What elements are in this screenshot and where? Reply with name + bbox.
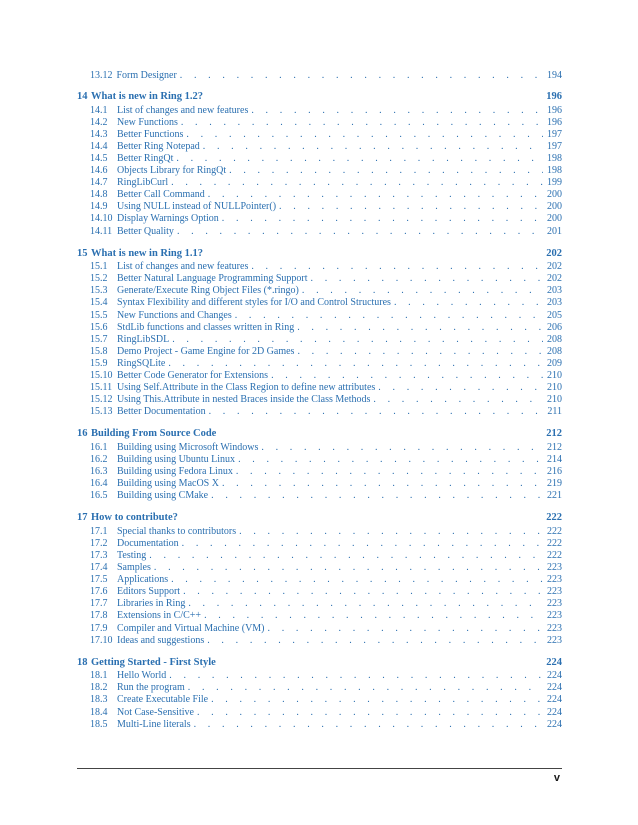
entry-number: 18.1 xyxy=(90,670,108,682)
toc-entry[interactable] xyxy=(77,623,562,635)
entry-title: Libraries in Ring xyxy=(117,598,186,610)
toc-entry[interactable] xyxy=(77,141,562,153)
entry-page: 202 xyxy=(547,261,562,273)
chapter-heading[interactable] xyxy=(77,512,562,525)
entry-title: Building using Fedora Linux xyxy=(117,466,233,478)
entry-number: 15.8 xyxy=(90,345,108,357)
entry-page: 203 xyxy=(547,297,562,309)
entry-page: 224 xyxy=(547,682,562,694)
toc-entry[interactable] xyxy=(77,466,562,478)
dot-leader xyxy=(188,682,543,694)
entry-title: Display Warnings Option xyxy=(117,213,219,225)
entry-title: Better Documentation xyxy=(117,406,206,418)
dot-leader xyxy=(203,141,543,153)
entry-title: New Functions and Changes xyxy=(117,309,232,321)
entry-number: 13.12 xyxy=(90,70,113,81)
dot-leader xyxy=(180,70,543,82)
entry-page: 196 xyxy=(547,104,562,116)
entry-title: Building using MacOS X xyxy=(117,478,219,490)
entry-page: 201 xyxy=(547,225,562,237)
toc-entry[interactable] xyxy=(77,454,562,466)
toc-entry[interactable] xyxy=(77,550,562,562)
toc-entry[interactable] xyxy=(77,273,562,285)
entry-number: 17.7 xyxy=(90,598,108,610)
entry-title: Demo Project - Game Engine for 2D Games xyxy=(117,345,295,357)
entry-number: 18.5 xyxy=(90,718,108,730)
dot-leader xyxy=(211,490,543,502)
entry-page: 210 xyxy=(547,369,562,381)
entry-number: 15.1 xyxy=(90,261,108,273)
dot-leader xyxy=(302,285,543,297)
toc-entry[interactable] xyxy=(77,189,562,201)
entry-page: 197 xyxy=(547,128,562,140)
entry-number: 14.5 xyxy=(90,152,108,164)
dot-leader xyxy=(204,610,543,622)
entry-title: Create Executable File xyxy=(117,694,209,706)
entry-number: 16.3 xyxy=(90,466,108,478)
entry-title: Run the program xyxy=(117,682,185,694)
entry-page: 197 xyxy=(547,140,562,152)
dot-leader xyxy=(194,719,543,731)
toc-entry[interactable] xyxy=(77,490,562,502)
toc-entry[interactable] xyxy=(77,261,562,273)
entry-number: 15.4 xyxy=(90,297,108,309)
entry-number: 17.4 xyxy=(90,562,108,574)
entry-page: 224 xyxy=(547,706,562,718)
entry-number: 14.4 xyxy=(90,140,108,152)
toc-entry[interactable] xyxy=(77,526,562,538)
dot-leader xyxy=(186,129,543,141)
entry-number: 17.6 xyxy=(90,586,108,598)
toc-entry[interactable] xyxy=(77,610,562,622)
dot-leader xyxy=(182,538,543,550)
entry-page: 200 xyxy=(547,189,562,201)
toc-entry[interactable] xyxy=(77,165,562,177)
entry-title: Syntax Flexibility and different styles for I/O and Control Structures xyxy=(117,297,391,309)
entry-page: 198 xyxy=(547,152,562,164)
entry-page: 206 xyxy=(547,321,562,333)
chapter-page: 212 xyxy=(546,428,562,440)
entry-title: Better Natural Language Programming Support xyxy=(117,273,308,285)
dot-leader xyxy=(373,394,543,406)
entry-title: Ideas and suggestions xyxy=(117,634,205,646)
entry-page: 224 xyxy=(547,670,562,682)
entry-number: 18.4 xyxy=(90,706,108,718)
toc-entry[interactable] xyxy=(77,562,562,574)
entry-title: Documentation xyxy=(117,537,179,549)
entry-page: 223 xyxy=(547,622,562,634)
chapter-number: 14 xyxy=(77,91,88,103)
dot-leader xyxy=(172,334,543,346)
entry-title: Testing xyxy=(117,550,147,561)
chapter-title: Building From Source Code xyxy=(91,428,217,440)
entry-number: 14.10 xyxy=(90,213,113,225)
dot-leader xyxy=(208,189,543,201)
entry-title: Building using Ubuntu Linux xyxy=(117,453,236,465)
dot-leader xyxy=(171,574,543,586)
entry-title: Better Functions xyxy=(117,128,184,140)
toc-entry[interactable] xyxy=(77,177,562,189)
entry-page: 222 xyxy=(547,525,562,537)
toc-entry[interactable] xyxy=(77,478,562,490)
entry-title: RingLibCurl xyxy=(117,177,169,189)
chapter-page: 222 xyxy=(546,512,562,524)
chapter-14 xyxy=(77,91,562,238)
chapter-page: 224 xyxy=(546,656,562,668)
entry-title: Samples xyxy=(117,562,151,574)
dot-leader xyxy=(171,177,543,189)
dot-leader xyxy=(378,382,543,394)
entry-title: List of changes and new features xyxy=(117,104,249,116)
entry-title: Building using CMake xyxy=(117,490,209,502)
entry-title: Generate/Execute Ring Object Files (*.ringo) xyxy=(117,285,299,297)
toc-entry[interactable] xyxy=(77,117,562,129)
entry-page: 223 xyxy=(547,586,562,598)
dot-leader xyxy=(238,454,543,466)
entry-number: 14.3 xyxy=(90,128,108,140)
dot-leader xyxy=(197,707,543,719)
page-number: v xyxy=(553,772,560,784)
chapter-number: 15 xyxy=(77,247,88,259)
chapter-heading[interactable] xyxy=(77,657,562,670)
dot-leader xyxy=(188,598,543,610)
entry-number: 14.7 xyxy=(90,177,108,189)
toc-entry[interactable] xyxy=(77,297,562,309)
chapter-heading[interactable] xyxy=(77,428,562,441)
footer-rule xyxy=(77,768,562,769)
entry-page: 210 xyxy=(547,394,562,406)
dot-leader xyxy=(211,694,543,706)
entry-number: 18.2 xyxy=(90,682,108,694)
entry-title: Better Call Command xyxy=(117,189,205,201)
entry-number: 17.10 xyxy=(90,634,113,646)
entry-page: 214 xyxy=(547,453,562,465)
entry-page: 223 xyxy=(547,634,562,646)
chapter-number: 16 xyxy=(77,428,88,440)
toc-entry[interactable] xyxy=(77,406,562,418)
toc-entry[interactable] xyxy=(77,226,562,238)
entry-number: 14.8 xyxy=(90,189,108,201)
entry-number: 17.9 xyxy=(90,622,108,634)
entry-title: Extensions in C/C++ xyxy=(117,610,202,622)
dot-leader xyxy=(207,635,543,647)
entry-page: 223 xyxy=(547,598,562,610)
entry-title: List of changes and new features xyxy=(117,261,249,273)
chapter-page: 196 xyxy=(546,91,562,103)
entry-page: 210 xyxy=(547,382,562,394)
entry-number: 16.2 xyxy=(90,453,108,465)
entry-number: 15.10 xyxy=(90,369,113,381)
entry-page: 202 xyxy=(547,273,562,285)
entry-page: 219 xyxy=(547,478,562,490)
chapter-number: 18 xyxy=(77,656,88,668)
entry-title: StdLib functions and classes written in Ring xyxy=(117,321,295,333)
toc-entry[interactable] xyxy=(77,153,562,165)
dot-leader xyxy=(236,466,543,478)
entry-number: 14.9 xyxy=(90,201,108,213)
entry-title: Multi-Line literals xyxy=(117,718,191,730)
entry-title: Form Designer xyxy=(116,70,177,81)
dot-leader xyxy=(177,226,543,238)
dot-leader xyxy=(168,358,543,370)
entry-page: 224 xyxy=(547,718,562,730)
chapter-title: What is new in Ring 1.2? xyxy=(91,91,204,103)
dot-leader xyxy=(229,165,543,177)
entry-number: 15.11 xyxy=(90,382,113,394)
entry-number: 16.4 xyxy=(90,478,108,490)
entry-number: 14.1 xyxy=(90,104,108,116)
entry-title: Compiler and Virtual Machine (VM) xyxy=(117,622,265,634)
entry-page: 223 xyxy=(547,610,562,622)
entry-number: 14.6 xyxy=(90,165,108,177)
dot-leader xyxy=(261,442,543,454)
entry-page: 199 xyxy=(547,177,562,189)
chapter-page: 202 xyxy=(546,247,562,259)
dot-leader xyxy=(394,297,543,309)
entry-title: New Functions xyxy=(117,116,178,128)
entry-page: 200 xyxy=(547,213,562,225)
entry-title: Better Ring Notepad xyxy=(117,140,200,152)
entry-number: 15.5 xyxy=(90,309,108,321)
entry-number: 18.3 xyxy=(90,694,108,706)
toc-entry[interactable] xyxy=(77,105,562,117)
chapter-title: How to contribute? xyxy=(91,512,178,524)
chapter-heading[interactable] xyxy=(77,248,562,261)
chapter-heading[interactable] xyxy=(77,91,562,104)
dot-leader xyxy=(239,526,543,538)
entry-page: 198 xyxy=(547,165,562,177)
chapter-15 xyxy=(77,248,562,419)
entry-number: 17.3 xyxy=(90,550,108,561)
entry-page: 209 xyxy=(547,357,562,369)
toc-entry[interactable] xyxy=(77,538,562,550)
toc-entry[interactable] xyxy=(77,370,562,382)
entry-number: 15.7 xyxy=(90,333,108,345)
toc-entry[interactable] xyxy=(77,285,562,297)
dot-leader xyxy=(181,117,543,129)
toc-entry[interactable] xyxy=(77,586,562,598)
entry-page: 200 xyxy=(547,201,562,213)
entry-title: Using Self.Attribute in the Class Region to define new attributes xyxy=(117,382,376,394)
toc-entry[interactable] xyxy=(77,310,562,322)
toc-entry[interactable] xyxy=(77,382,562,394)
toc-entry[interactable] xyxy=(77,670,562,682)
dot-leader xyxy=(169,670,543,682)
entry-page: 212 xyxy=(547,441,562,453)
toc-entry[interactable] xyxy=(77,694,562,706)
dot-leader xyxy=(251,105,543,117)
toc-entry[interactable] xyxy=(77,213,562,225)
entry-number: 17.1 xyxy=(90,525,108,537)
entry-page: 208 xyxy=(547,345,562,357)
entry-title: RingLibSDL xyxy=(117,333,170,345)
entry-title: Using This.Attribute in nested Braces inside the Class Methods xyxy=(117,394,371,406)
entry-title: Objects Library for RingQt xyxy=(117,165,227,177)
entry-page: 194 xyxy=(547,70,562,81)
dot-leader xyxy=(271,370,543,382)
dot-leader xyxy=(149,550,543,562)
toc-entry[interactable] xyxy=(77,707,562,719)
entry-page: 224 xyxy=(547,694,562,706)
entry-number: 15.9 xyxy=(90,357,108,369)
dot-leader xyxy=(154,562,543,574)
toc-entry[interactable] xyxy=(77,394,562,406)
entry-page: 222 xyxy=(547,550,562,561)
entry-title: Better Quality xyxy=(117,225,174,237)
dot-leader xyxy=(209,406,544,418)
chapter-16 xyxy=(77,428,562,502)
toc-entry[interactable] xyxy=(77,322,562,334)
dot-leader xyxy=(297,322,543,334)
dot-leader xyxy=(311,273,543,285)
dot-leader xyxy=(279,201,543,213)
entry-title: Better RingQt xyxy=(117,152,174,164)
entry-number: 14.2 xyxy=(90,116,108,128)
dot-leader xyxy=(297,346,543,358)
toc-entry-13-12[interactable] xyxy=(77,70,562,82)
toc-entry[interactable] xyxy=(77,129,562,141)
entry-number: 14.11 xyxy=(90,225,113,237)
toc-entry[interactable] xyxy=(77,442,562,454)
dot-leader xyxy=(176,153,543,165)
entry-page: 223 xyxy=(547,562,562,574)
dot-leader xyxy=(268,623,543,635)
chapter-17 xyxy=(77,512,562,646)
dot-leader xyxy=(251,261,543,273)
entry-title: Not Case-Sensitive xyxy=(117,706,194,718)
entry-page: 221 xyxy=(547,490,562,502)
entry-title: Applications xyxy=(117,574,169,586)
entry-number: 16.1 xyxy=(90,441,108,453)
dot-leader xyxy=(222,213,543,225)
entry-title: Using NULL instead of NULLPointer() xyxy=(117,201,277,213)
entry-title: Special thanks to contributors xyxy=(117,525,237,537)
entry-page: 216 xyxy=(547,466,562,478)
entry-number: 17.8 xyxy=(90,610,108,622)
chapter-title: Getting Started - First Style xyxy=(91,656,216,668)
entry-title: RingSQLite xyxy=(117,357,166,369)
entry-number: 15.3 xyxy=(90,285,108,297)
chapter-list xyxy=(77,91,562,731)
entry-number: 15.2 xyxy=(90,273,108,285)
toc-entry[interactable] xyxy=(77,682,562,694)
entry-title: Editors Support xyxy=(117,586,181,598)
entry-number: 15.13 xyxy=(90,406,113,418)
entry-number: 17.2 xyxy=(90,537,108,549)
entry-page: 196 xyxy=(547,116,562,128)
entry-page: 205 xyxy=(547,309,562,321)
dot-leader xyxy=(183,586,543,598)
entry-number: 17.5 xyxy=(90,574,108,586)
chapter-18 xyxy=(77,657,562,731)
dot-leader xyxy=(235,310,543,322)
dot-leader xyxy=(222,478,543,490)
entry-page: 223 xyxy=(547,574,562,586)
entry-page: 222 xyxy=(547,537,562,549)
entry-title: Building using Microsoft Windows xyxy=(117,441,259,453)
toc-entry[interactable] xyxy=(77,201,562,213)
table-of-contents xyxy=(77,70,562,741)
toc-entry[interactable] xyxy=(77,334,562,346)
toc-entry[interactable] xyxy=(77,358,562,370)
chapter-number: 17 xyxy=(77,512,88,524)
toc-entry[interactable] xyxy=(77,719,562,731)
toc-entry[interactable] xyxy=(77,346,562,358)
entry-number: 16.5 xyxy=(90,490,108,502)
entry-title: Hello World xyxy=(117,670,167,682)
entry-page: 211 xyxy=(547,406,562,418)
toc-entry[interactable] xyxy=(77,598,562,610)
toc-entry[interactable] xyxy=(77,574,562,586)
toc-entry[interactable] xyxy=(77,635,562,647)
entry-page: 208 xyxy=(547,333,562,345)
entry-number: 15.12 xyxy=(90,394,113,406)
entry-title: Better Code Generator for Extensions xyxy=(117,369,269,381)
chapter-title: What is new in Ring 1.1? xyxy=(91,247,204,259)
entry-page: 203 xyxy=(547,285,562,297)
entry-number: 15.6 xyxy=(90,321,108,333)
